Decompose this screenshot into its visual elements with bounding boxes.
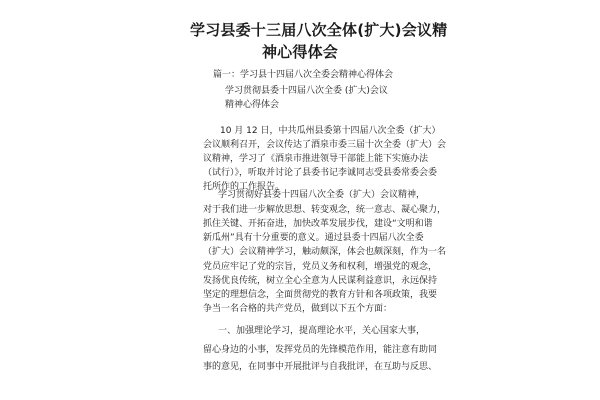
body-line: 事的意见，在同事中开展批评与自我批评，在互助与反思、 xyxy=(203,362,438,372)
body-line: 抓住关键、开拓奋进，加快改革发展步伐，建设“文明和谐 xyxy=(203,219,433,229)
body-line: 10 月 12 日，中共瓜州县委第十四届八次全委（扩大） xyxy=(220,126,441,136)
body-line: 会议顺利召开，会议传达了酒泉市委三届十次全委（扩大）会 xyxy=(203,140,447,150)
document-title-line-1: 学习县委十三届八次全体(扩大)会议精 xyxy=(190,21,448,39)
body-line: 学习贯彻好县委十四届八次全委（扩大）会议精神， xyxy=(218,190,426,200)
body-line: 党员应牢记了党的宗旨，党员义务和权利，增强党的观念， xyxy=(203,262,438,272)
body-line: 一、加强理论学习，提高理论水平，关心国家大事， xyxy=(218,326,426,336)
body-line: 托所作的工作报告。 xyxy=(203,182,285,192)
body-line: 发扬优良传统，树立全心全意为人民谋利益意识，永远保持 xyxy=(203,276,438,286)
document-title-line-2: 神心得体会 xyxy=(261,43,338,61)
body-line: 坚定的理想信念，全面贯彻党的教育方针和各项政策，我要 xyxy=(203,290,438,300)
section-heading: 篇一：学习县十四届八次全委会精神心得体会 xyxy=(213,70,394,80)
body-line: 议精神，学习了《酒泉市推进领导干部能上能下实施办法 xyxy=(203,154,429,164)
body-line: 留心身边的小事，发挥党员的先锋模范作用，能注意有助同 xyxy=(203,345,438,355)
body-line: 新瓜州”具有十分重要的意义。通过县委十四届八次全委 xyxy=(203,233,424,243)
body-line: 精神心得体会 xyxy=(225,100,280,110)
body-line: 争当一名合格的共产党员，做到以下五个方面： xyxy=(203,304,393,314)
body-line: 学习贯彻县委十四届八次全委 (扩大)会议 xyxy=(225,86,388,96)
body-line: （试行）》，听取并讨论了县委书记李诚同志受县委常委会委 xyxy=(203,168,438,178)
body-line: （扩大）会议精神学习，触动颇深，体会也颇深刻，作为一名 xyxy=(203,247,447,257)
body-line: 对于我们进一步解放思想、转变观念，统一意志、凝心聚力， xyxy=(203,205,447,215)
